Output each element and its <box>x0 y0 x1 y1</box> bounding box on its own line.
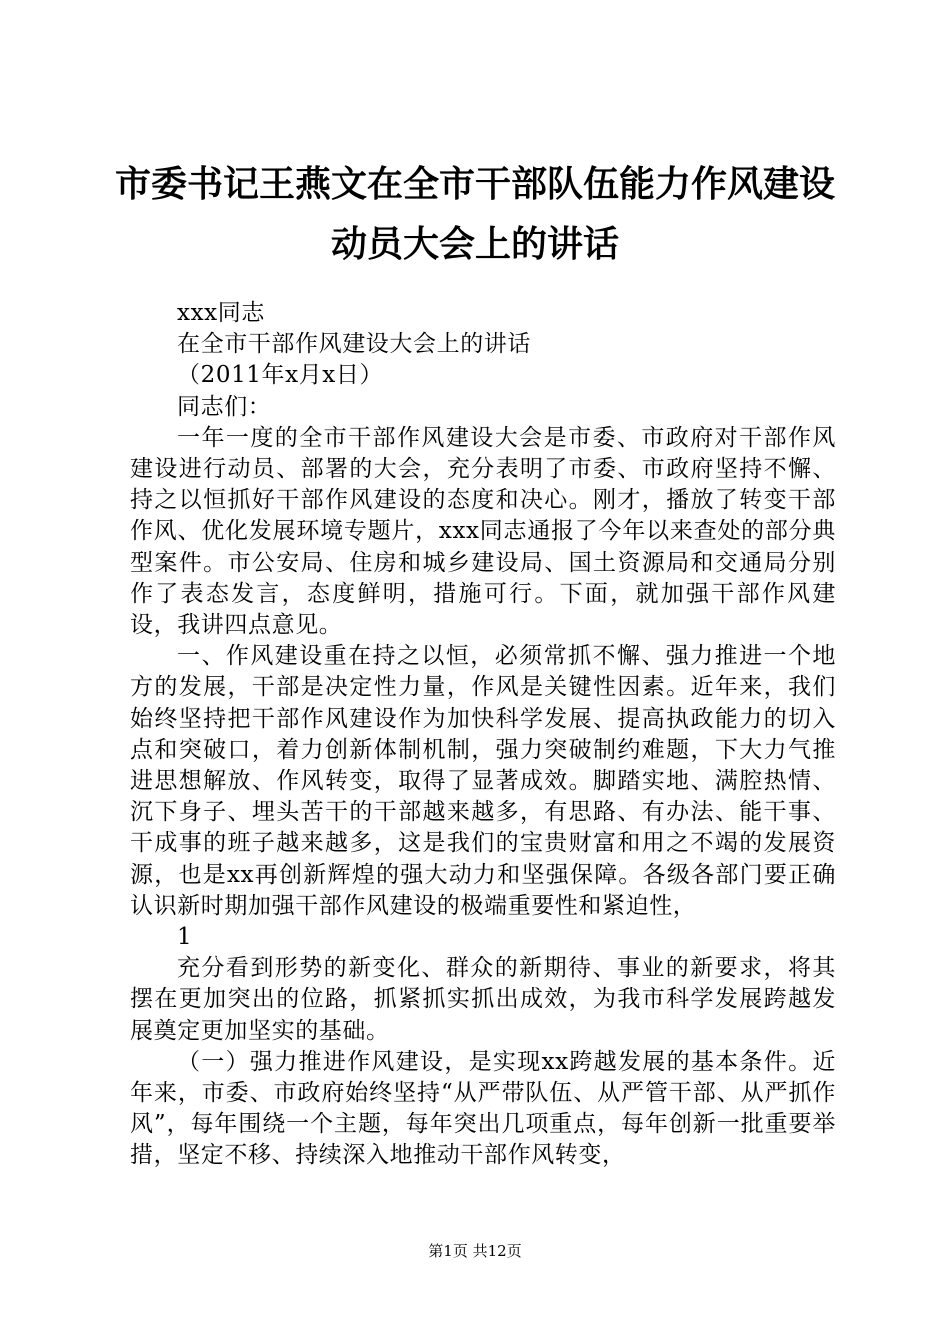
paragraph-author: xxx同志 <box>177 300 265 326</box>
paragraph-continuation: 充分看到形势的新变化、群众的新期待、事业的新要求，将其摆在更加突出的位路，抓紧抓实抓出成效，为我市科学发展跨越发展奠定更加坚实的基础。 <box>130 955 836 1044</box>
document-body <box>130 298 836 1172</box>
inline-page-number: 1 <box>177 924 193 951</box>
paragraph-subtitle: 在全市干部作风建设大会上的讲话 <box>177 331 531 358</box>
document-title-line-1: 市委书记王燕文在全市干部队伍能力作风建设 <box>114 163 835 205</box>
paragraph-subsection-one: （一）强力推进作风建设，是实现xx跨越发展的基本条件。近年来，市委、市政府始终坚持“从严带队伍、从严管干部、从严抓作风”，每年围绕一个主题，每年突出几项重点，每年创新一批重要举措，坚定不移、持续深入地推动干部作风转变， <box>130 1048 836 1169</box>
paragraph-date: （2011年x月x日） <box>177 362 384 389</box>
paragraph-salutation: 同志们： <box>177 393 272 420</box>
paragraph-intro: 一年一度的全市干部作风建设大会是市委、市政府对干部作风建设进行动员、部署的大会，充分表明了市委、市政府坚持不懈、持之以恒抓好干部作风建设的态度和决心。刚才，播放了转变干部作风、优化发展环境专题片，xxx同志通报了今年以来查处的部分典型案件。市公安局、住房和城乡建设局、国土资源局和交通局分别作了表态发言，态度鲜明，措施可行。下面，就加强干部作风建设，我讲四点意见。 <box>130 424 836 639</box>
document-title-line-2: 动员大会上的讲话 <box>330 223 619 265</box>
page-footer: 第1页 共12页 <box>428 1242 522 1260</box>
paragraph-section-one: 一、作风建设重在持之以恒，必须常抓不懈、强力推进一个地方的发展，干部是决定性力量，作风是关键性因素。近年来，我们始终坚持把干部作风建设作为加快科学发展、提高执政能力的切入点和突破口，着力创新体制机制，强力突破制约难题，下大力气推进思想解放、作风转变，取得了显著成效。脚踏实地、满腔热情、沉下身子、埋头苦干的干部越来越多，有思路、有办法、能干事、干成事的班子越来越多，这是我们的宝贵财富和用之不竭的发展资源，也是xx再创新辉煌的强大动力和坚强保障。各级各部门要正确认识新时期加强干部作风建设的极端重要性和紧迫性， <box>130 643 836 919</box>
